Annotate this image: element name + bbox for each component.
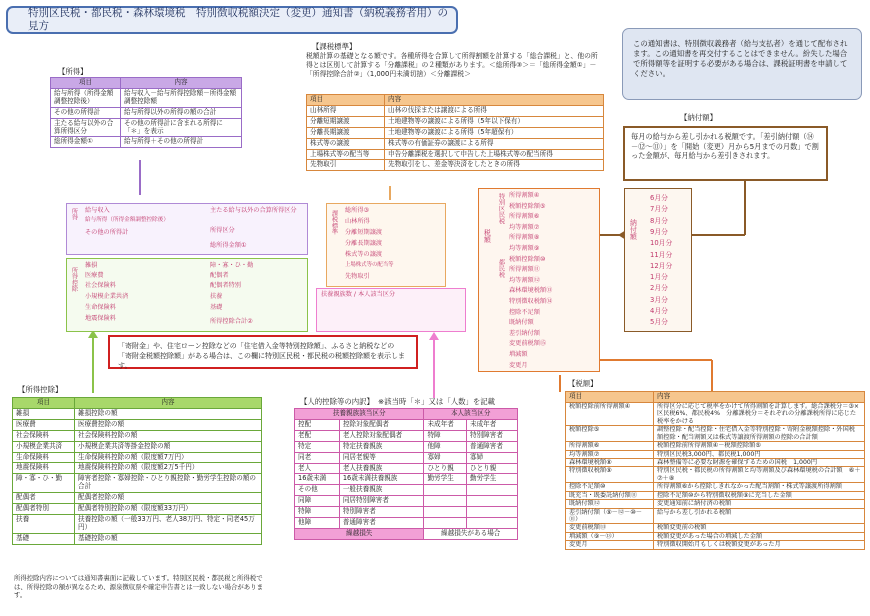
- month-cell: 4月分: [650, 307, 668, 315]
- cell: 申告分離課税を選択して申告した上場株式等の配当所得: [385, 149, 604, 160]
- cell: ひとり親: [424, 463, 467, 474]
- table-row: [295, 419, 518, 430]
- cell: [424, 518, 467, 529]
- cell: 配偶者特別: [13, 504, 75, 515]
- form-income-col: 所得: [70, 208, 78, 221]
- cell: 増減額（⑨－⑬）: [566, 532, 654, 540]
- form-cell: 医療費: [85, 272, 104, 279]
- table-row: [295, 452, 518, 463]
- cell: 他障: [424, 441, 467, 452]
- month-cell: 10月分: [650, 239, 673, 248]
- tax-base-label: 【課税標準】: [312, 42, 357, 51]
- cell: 控除不足額⑩: [566, 483, 654, 491]
- table-row: [295, 496, 518, 507]
- form-tax-block: [478, 188, 600, 372]
- table-row: [13, 419, 262, 430]
- cell: 未成年者: [467, 419, 518, 430]
- form-cell: 配偶者: [210, 272, 229, 279]
- month-cell: 9月分: [650, 227, 668, 236]
- cell: 他障: [295, 518, 340, 529]
- month-cell: 7月分: [650, 205, 668, 214]
- tax-label: 【税額】: [568, 379, 598, 388]
- cell: 土地建物等の譲渡による所得（5年以下保有）: [385, 116, 604, 127]
- cell: 変更前税額⑬: [566, 524, 654, 532]
- deduction-table: [12, 397, 262, 545]
- table-row: [13, 463, 262, 474]
- cell: 控除対象配偶者: [339, 419, 424, 430]
- dependents-head-right: 本人該当区分: [424, 409, 518, 420]
- table-row: [13, 514, 262, 533]
- cell: 特定扶養親族: [339, 441, 424, 452]
- cell: 給与から差し引かれる税額: [654, 508, 865, 524]
- form-cell: 小規模企業共済: [85, 293, 129, 300]
- form-cell: 特別徴収税額⑭: [509, 298, 553, 305]
- cell: ひとり親: [467, 463, 518, 474]
- cell: [467, 518, 518, 529]
- table-row: [13, 452, 262, 463]
- form-cell: 所得割額⑪: [509, 266, 540, 274]
- form-cell: 均等割額⑫: [509, 276, 540, 284]
- tax-table: [565, 391, 865, 550]
- table-row: [566, 491, 865, 499]
- cell: 山林所得: [307, 105, 385, 116]
- table-row: [566, 467, 865, 483]
- cell: 配偶者特別控除の額（限度額33万円）: [75, 504, 262, 515]
- table-row: [566, 426, 865, 442]
- table-row: [295, 485, 518, 496]
- cell: 生命保険料控除の額（限度額7万円）: [75, 452, 262, 463]
- cell: 土地建物等の譲渡による所得（5年超保有）: [385, 127, 604, 138]
- cell: 老配: [295, 430, 340, 441]
- cell: 勤労学生: [467, 474, 518, 485]
- form-cell: 主たる給与以外の合算所得区分: [210, 207, 297, 214]
- form-cell: 所得割額⑥: [509, 213, 540, 221]
- cell: 地震保険料控除の額（限度額2万5千円）: [75, 463, 262, 474]
- form-cell: 均等割額⑦: [509, 223, 540, 231]
- form-deduction-block: [66, 258, 308, 332]
- form-cell: 分離短期譲渡: [345, 229, 383, 236]
- cell: 給与収入－給与所得控除額－所得金額調整控除額: [121, 88, 242, 107]
- income-header-item: 項目: [51, 78, 121, 89]
- month-cell: 1月分: [650, 273, 668, 282]
- cell: その他の所得計に含まれる所得に「＊」を表示: [121, 118, 242, 137]
- income-header-content: 内容: [121, 78, 242, 89]
- cell: 分離短期譲渡: [307, 116, 385, 127]
- cell: 所得割額⑥から控除しきれなかった配当割額・株式等譲渡所得割額: [654, 483, 865, 491]
- month-cell: 6月分: [650, 194, 668, 202]
- table-row: [13, 430, 262, 441]
- deduction-header-content: 内容: [75, 398, 262, 409]
- form-dependents-block: [316, 288, 466, 332]
- cell: 同居老親等: [339, 452, 424, 463]
- cell: 特別徴収開始月もしくは税額変更があった月: [654, 541, 865, 549]
- table-row: [566, 402, 865, 425]
- form-cell: 給与収入: [85, 207, 110, 214]
- month-cell: 8月分: [650, 216, 668, 225]
- form-tax-side: 都民税: [497, 259, 505, 278]
- cell: 同障: [295, 496, 340, 507]
- cell: 控配: [295, 419, 340, 430]
- cell: 上場株式等の配当等: [307, 149, 385, 160]
- form-cell: 差引納付額: [509, 329, 540, 337]
- payment-label: 【納付額】: [680, 113, 717, 122]
- table-row: [13, 493, 262, 504]
- form-cell: 分離長期譲渡: [345, 240, 383, 247]
- deduction-header-item: 項目: [13, 398, 75, 409]
- cell: [467, 507, 518, 518]
- cell: 山林の伐採または譲渡による所得: [385, 105, 604, 116]
- table-row: [13, 504, 262, 515]
- form-taxbase-col: 課税標準: [330, 210, 338, 235]
- form-cell: 配偶者特別: [210, 282, 241, 289]
- form-cell: 給与所得（所得金額調整控除後）: [85, 217, 169, 223]
- table-row: [295, 441, 518, 452]
- form-cell: 所得区分: [210, 227, 235, 234]
- form-cell: 変更前税額⑮: [509, 340, 547, 348]
- table-row: [13, 474, 262, 493]
- cell: 基礎控除の額: [75, 533, 262, 544]
- cell: 生命保険料: [13, 452, 75, 463]
- cell: 普通障害者: [339, 518, 424, 529]
- cell: 変更通知前に納付済の税額: [654, 500, 865, 508]
- cell: 配偶者控除の額: [75, 493, 262, 504]
- tax-header-content: 内容: [654, 392, 865, 403]
- cell: 特別障害者: [339, 507, 424, 518]
- cell: 社会保険料: [13, 430, 75, 441]
- cell: 老人: [295, 463, 340, 474]
- table-row: [566, 508, 865, 524]
- cell: 基礎: [13, 533, 75, 544]
- cell: 16歳未満扶養親族: [339, 474, 424, 485]
- form-cell: 総所得③: [345, 207, 370, 214]
- form-cell: 山林所得: [345, 218, 370, 225]
- cell: 小規模企業共済: [13, 441, 75, 452]
- cell: 税額変更があった場合の増減した金額: [654, 532, 865, 540]
- cell: 特別区民税・都民税の所得割額と均等割額及び森林環境税の合計額 ⑥＋⑦＋⑧: [654, 467, 865, 483]
- tax-header-item: 項目: [566, 392, 654, 403]
- form-cell: 所得控除合計②: [210, 318, 253, 325]
- cell: 未成年者: [424, 419, 467, 430]
- form-cell: 雑損: [85, 262, 98, 269]
- form-cell: 先物取引: [345, 273, 370, 280]
- form-cell: 地震保険料: [85, 315, 116, 322]
- form-cell: 所得割額⑧: [509, 234, 540, 242]
- form-tax-side: 特別区民税: [497, 193, 505, 224]
- cell: 森林環境税額⑧: [566, 458, 654, 466]
- cell: [424, 496, 467, 507]
- dependents-head-left: 扶養親族該当区分: [295, 409, 424, 420]
- cell: 変更月: [566, 541, 654, 549]
- month-cell: 2月分: [650, 284, 668, 293]
- cell: 医療費: [13, 419, 75, 430]
- cell: 特別徴収税額⑨: [566, 467, 654, 483]
- cell: 同居特別障害者: [339, 496, 424, 507]
- form-cell: 株式等の譲渡: [345, 251, 383, 258]
- red-note-line1: 「寄附金」や、住宅ローン控除などの「住宅借入金等特別控除額」、ふるさと納税などの: [118, 342, 395, 350]
- cell: 雑損控除の額: [75, 408, 262, 419]
- dependents-foot-right: 繰越損失がある場合: [424, 528, 518, 539]
- form-cell: 障・寡・ひ・勤: [210, 262, 254, 269]
- cell: 税額控除⑤: [566, 426, 654, 442]
- form-cell: 上場株式等の配当等: [345, 262, 394, 268]
- cell: 雑損: [13, 408, 75, 419]
- cell: 税額控除前所得割額④－税額控除額⑤: [654, 442, 865, 450]
- cell: [424, 507, 467, 518]
- red-note-box: [108, 335, 418, 369]
- cell: 老人控除対象配偶者: [339, 430, 424, 441]
- cell: 扶養: [13, 514, 75, 533]
- cell: 同老: [295, 452, 340, 463]
- form-cell: 税額控除額⑩: [509, 255, 546, 263]
- cell: 給与所得以外の所得の額の合計: [121, 107, 242, 118]
- form-cell: 増減額: [509, 351, 528, 358]
- cell: 税額控除前所得割額④: [566, 402, 654, 425]
- form-months-col: 納付額: [629, 219, 638, 240]
- tax-base-header-content: 内容: [385, 95, 604, 106]
- dependents-sublabel: ※該当時「＊」又は「人数」を記載: [378, 397, 496, 406]
- cell: 配偶者: [13, 493, 75, 504]
- cell: 均等割額⑦: [566, 450, 654, 458]
- cell: 障害者控除・寡婦控除・ひとり親控除・勤労学生控除の額の合計: [75, 474, 262, 493]
- income-label: 【所得】: [58, 67, 88, 76]
- cell: 医療費控除の額: [75, 419, 262, 430]
- table-row: [566, 532, 865, 540]
- month-cell: 11月分: [650, 250, 673, 259]
- cell: 勤労学生: [424, 474, 467, 485]
- cell: 特別障害者: [467, 430, 518, 441]
- cell: 先物取引: [307, 160, 385, 171]
- cell: 小規模企業共済等掛金控除の額: [75, 441, 262, 452]
- cell: 森林整備等に必要な財源を確保するための国税 1,000円: [654, 458, 865, 466]
- table-row: [295, 430, 518, 441]
- form-cell: 均等割額⑨: [509, 245, 540, 252]
- cell: 扶養控除の額（一般33万円、老人38万円、特定・同老45万円）: [75, 514, 262, 533]
- cell: 既納付額⑫: [566, 500, 654, 508]
- form-tax-col: 税額: [483, 229, 492, 243]
- table-row: [13, 408, 262, 419]
- cell: 普通障害者: [467, 441, 518, 452]
- cell: 特定: [295, 441, 340, 452]
- form-cell: 扶養: [210, 293, 223, 300]
- form-cell: 社会保険料: [85, 282, 116, 289]
- form-cell: 所得割額④: [509, 192, 540, 199]
- dependents-table: [294, 408, 518, 540]
- form-income-block: [66, 203, 308, 255]
- cell: 特障: [424, 430, 467, 441]
- month-cell: 5月分: [650, 318, 668, 327]
- payment-box: 毎月の給与から差し引かれる税額です。「差引納付額（⑭－⑫～⑪）」を「開始（変更）月から5月までの月数」で割った金額が、毎月給与から差引きされます。: [623, 126, 828, 181]
- notice-box: この通知書は、特別徴収義務者（給与支払者）を通じて配布されます。この通知書を再交付することはできません。紛失した場合で所得額等を証明する必要がある場合は、課税証明書を申請してください。: [622, 28, 862, 100]
- cell: 控除不足額⑩から特別徴収税額⑨に充当した金額: [654, 491, 865, 499]
- form-cell: 既納付額: [509, 319, 534, 327]
- cell: 税額変更前の税額: [654, 524, 865, 532]
- table-row: [566, 541, 865, 549]
- table-row: [566, 483, 865, 491]
- cell: 所得区分に応じて税率をかけて所得割額を計算します。総合課税分＝③×区民税6%、都民税4% 分離課税分＝それぞれの分離課税所得に応じた税率をかける: [654, 402, 865, 425]
- cell: 株式等の有価証券の譲渡による所得: [385, 138, 604, 149]
- cell: 給与所得（所得金額調整控除後）: [51, 88, 121, 107]
- table-row: [566, 458, 865, 466]
- page-title: 特別区民税・都民税・森林環境税 特別徴収税額決定（変更）通知書（納税義務者用）の見方: [6, 6, 458, 34]
- cell: その他の所得計: [51, 107, 121, 118]
- cell: 所得割額⑥: [566, 442, 654, 450]
- cell: 給与所得＋その他の所得計: [121, 137, 242, 148]
- cell: 社会保険料控除の額: [75, 430, 262, 441]
- table-row: [295, 518, 518, 529]
- cell: 寡婦: [467, 452, 518, 463]
- table-row: [566, 524, 865, 532]
- cell: [424, 485, 467, 496]
- cell: 寡婦: [424, 452, 467, 463]
- cell: 調整控除・配当控除・住宅借入金等特別控除・寄附金税額控除・外国税額控除・配当割額又は株式等譲渡所得割額の控除の合計額: [654, 426, 865, 442]
- cell: 老人扶養親族: [339, 463, 424, 474]
- cell: 特障: [295, 507, 340, 518]
- form-taxbase-block: [326, 203, 446, 287]
- cell: 地震保険料: [13, 463, 75, 474]
- cell: [467, 485, 518, 496]
- table-row: [13, 533, 262, 544]
- table-row: [295, 474, 518, 485]
- form-deduction-col: 所得控除: [70, 267, 78, 292]
- dependents-foot-left: 繰越損失: [295, 528, 424, 539]
- cell: その他: [295, 485, 340, 496]
- month-cell: 12月分: [650, 261, 673, 270]
- cell: 総所得金額①: [51, 137, 121, 148]
- form-cell: 控除不足額: [509, 308, 540, 316]
- table-row: [566, 442, 865, 450]
- form-cell: 変更月: [509, 361, 528, 369]
- table-row: [295, 507, 518, 518]
- tax-base-intro: 税額計算の基礎となる額です。各種所得を合算して所得割額を計算する「総合課税」と、他の所得とは区別して計算する「分離課税」の２種類があります。＜総所得③＞＝「総所得金額①」－「所得控除合計②」（1,000円未満切捨）＜分離課税＞: [306, 52, 598, 78]
- cell: 先物取引をし、差金等決済をしたときの所得: [385, 160, 604, 171]
- table-row: [566, 450, 865, 458]
- form-cell: 総所得金額①: [210, 242, 247, 249]
- table-row: [13, 441, 262, 452]
- tax-base-header-item: 項目: [307, 95, 385, 106]
- form-cell: 税額控除額⑤: [509, 202, 546, 210]
- table-row: [566, 500, 865, 508]
- form-cell: その他の所得計: [85, 229, 129, 236]
- cell: 一般扶養親族: [339, 485, 424, 496]
- form-cell: 生命保険料: [85, 304, 116, 311]
- month-cell: 3月分: [650, 295, 668, 304]
- cell: [467, 496, 518, 507]
- table-row: [295, 463, 518, 474]
- cell: 障・寡・ひ・勤: [13, 474, 75, 493]
- dependents-label: 【人的控除等の内訳】: [300, 397, 374, 406]
- cell: 特別区民税3,000円、都民税1,000円: [654, 450, 865, 458]
- form-cell: 森林環境税額⑬: [509, 287, 553, 295]
- deduction-footnote: 所得控除内容については通知書裏面に記載しています。特別区民税・都民税と所得税では、所得控除の額が異なるため、源泉徴収票や確定申告書とは一致しない場合があります。: [14, 574, 263, 600]
- cell: 主たる給与以外の合算所得区分: [51, 118, 121, 137]
- cell: 株式等の譲渡: [307, 138, 385, 149]
- red-note-line2: 「寄附金税額控除額」がある場合は、この欄に特別区民税・都民税の税額控除額を表示します。: [118, 351, 405, 370]
- cell: 分離長期譲渡: [307, 127, 385, 138]
- cell: 16歳未満: [295, 474, 340, 485]
- form-dependents-header: 扶養親族数 / 本人該当区分: [321, 291, 396, 298]
- form-cell: 基礎: [210, 304, 223, 311]
- cell: 差引納付額（⑨－⑫－⑩－⑪）: [566, 508, 654, 524]
- deduction-label: 【所得控除】: [18, 385, 63, 394]
- cell: 既充当・既委託納付額⑪: [566, 491, 654, 499]
